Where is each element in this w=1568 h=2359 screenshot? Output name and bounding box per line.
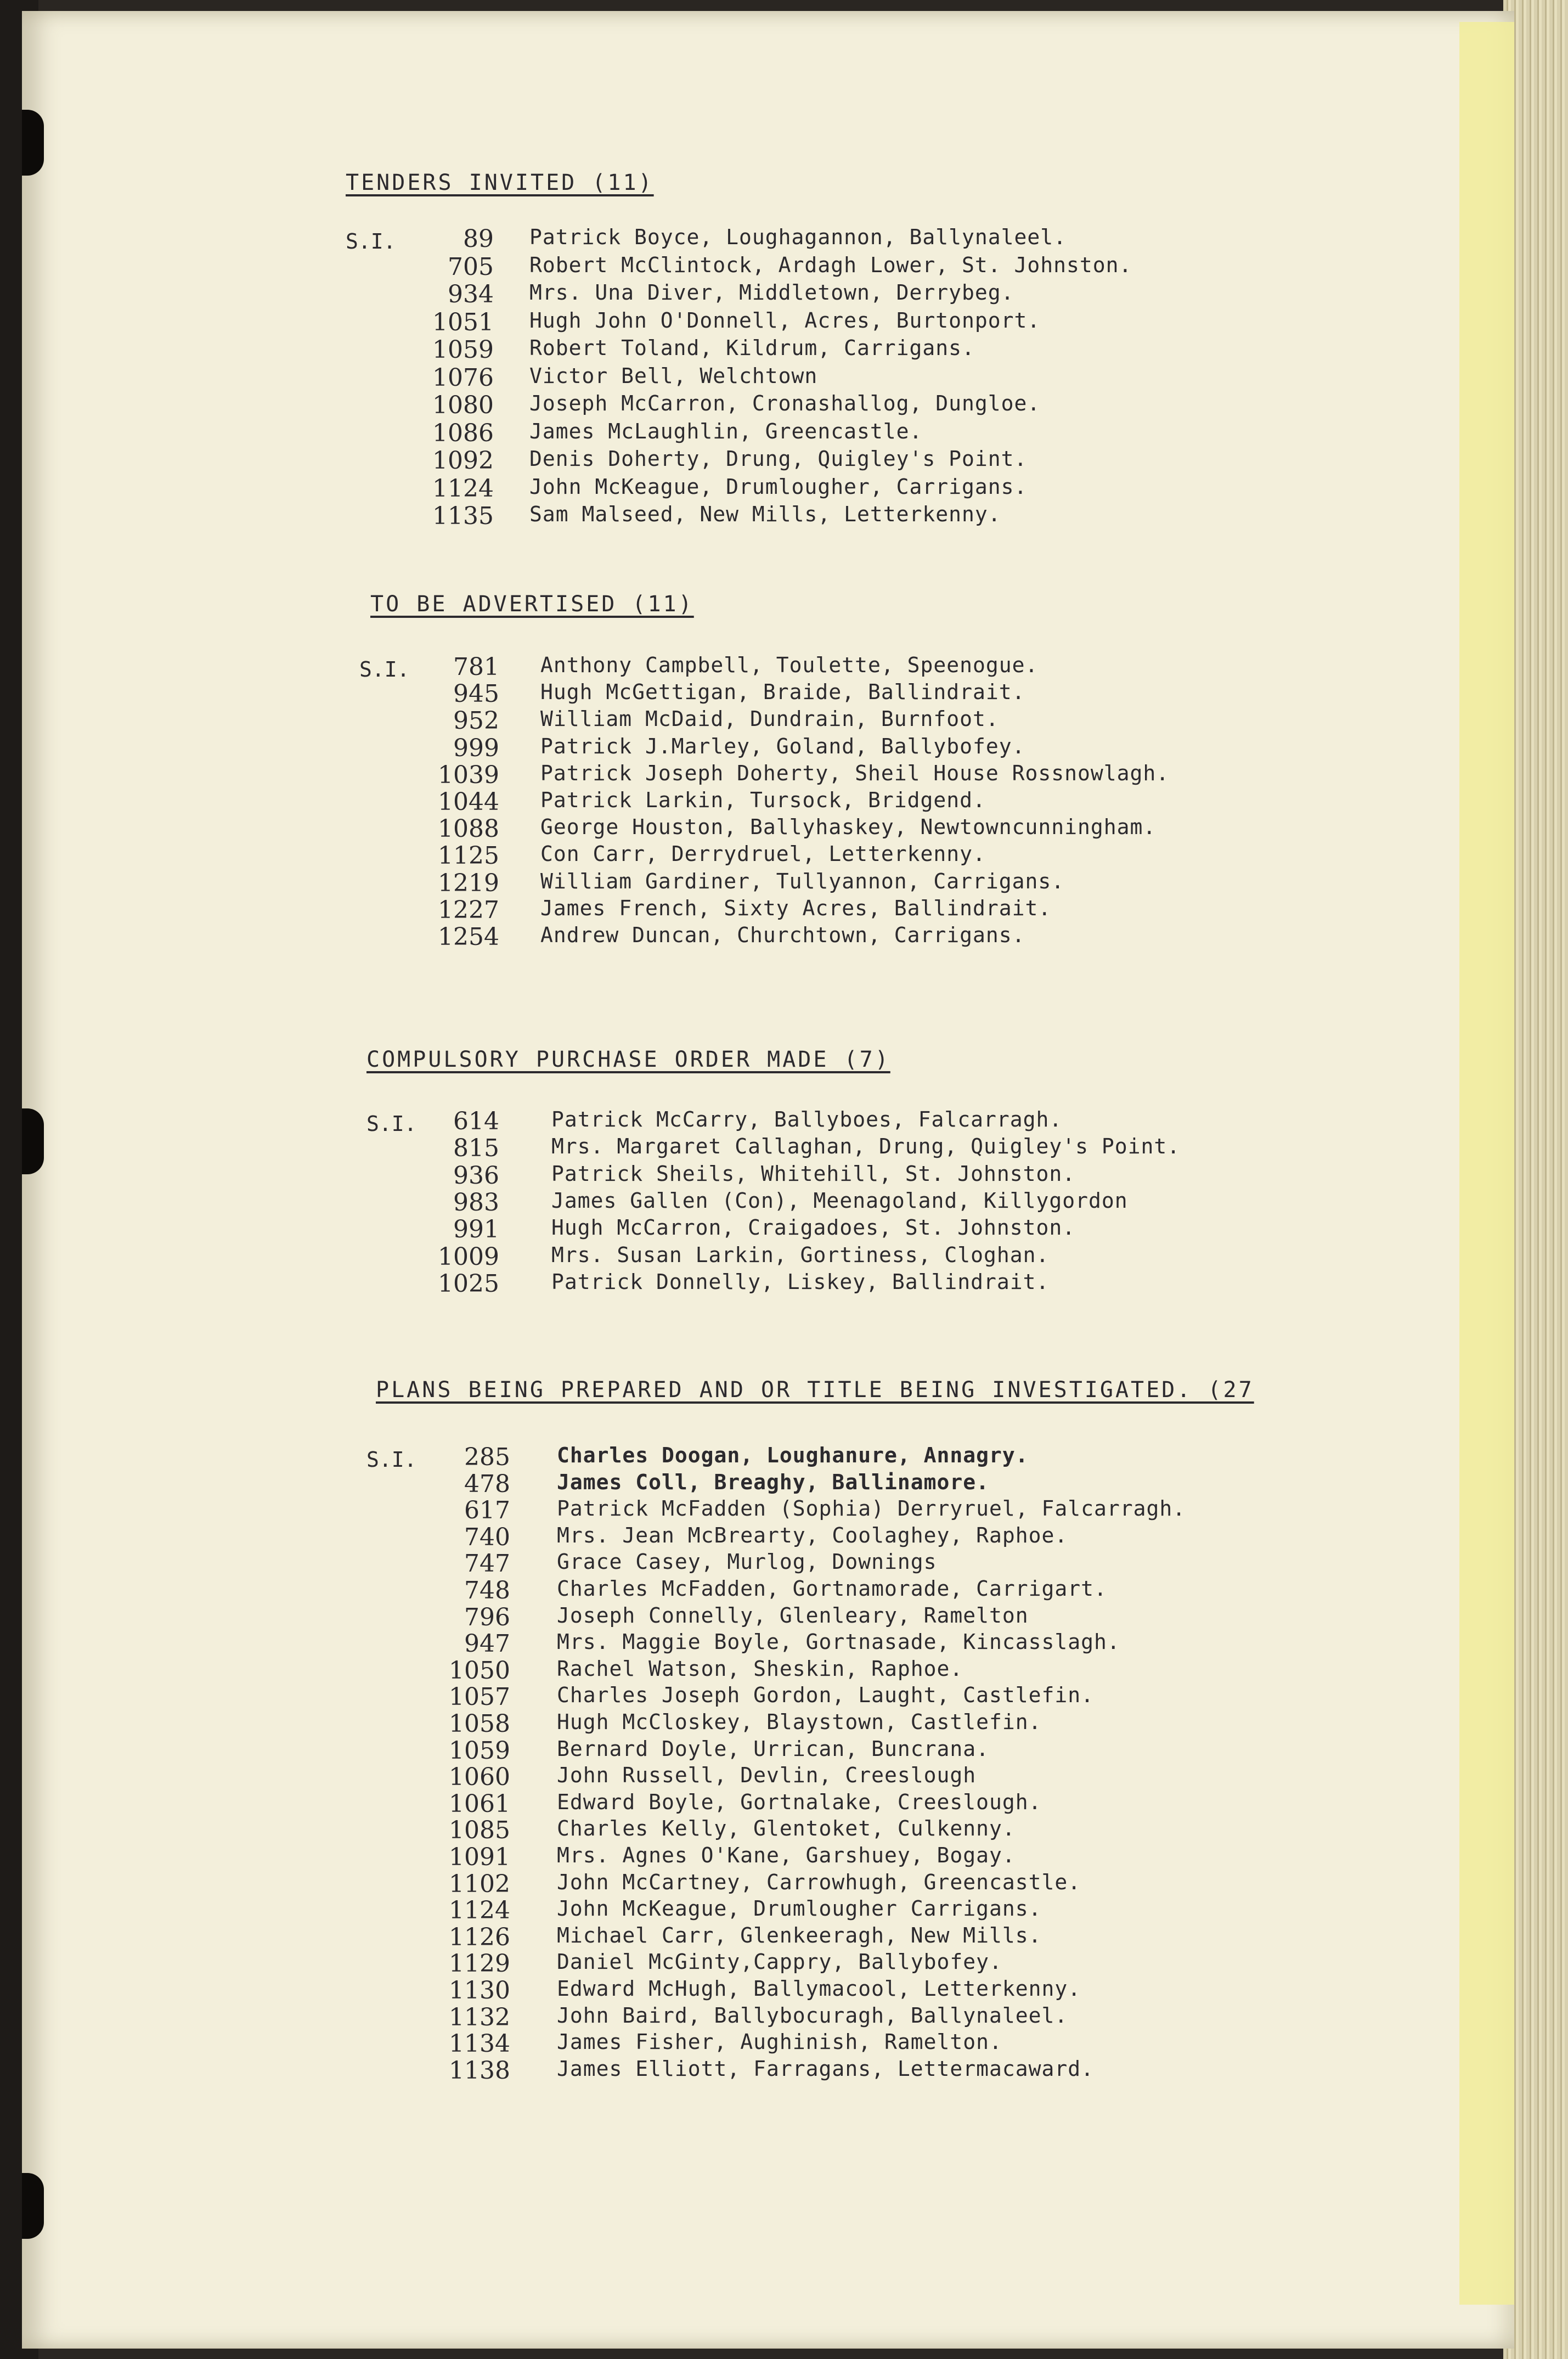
entry-text: Hugh McGettigan, Braide, Ballindrait.	[540, 680, 1025, 705]
entry-text: James French, Sixty Acres, Ballindrait.	[540, 896, 1052, 920]
si-number: 1124	[449, 1896, 510, 1925]
list-item	[0, 336, 1568, 363]
entry-text: Andrew Duncan, Churchtown, Carrigans.	[540, 923, 1025, 947]
entry-text: George Houston, Ballyhaskey, Newtowncunningham.	[540, 815, 1157, 840]
entry-text: Hugh John O'Donnell, Acres, Burtonport.	[529, 308, 1041, 333]
entry-text: Charles Kelly, Glentoket, Culkenny.	[557, 1816, 1016, 1841]
si-number: 1076	[432, 363, 494, 392]
list-item	[0, 391, 1568, 419]
entry-text: Edward Boyle, Gortnalake, Creeslough.	[557, 1789, 1042, 1814]
si-number: 1059	[449, 1736, 510, 1765]
entry-text: Charles McFadden, Gortnamorade, Carrigart.	[557, 1577, 1107, 1601]
entry-text: Patrick Boyce, Loughagannon, Ballynaleel.	[529, 225, 1067, 249]
list-item	[0, 2030, 1568, 2057]
si-prefix: S.I.	[346, 229, 396, 254]
list-item	[0, 502, 1568, 530]
entry-text: Joseph Connelly, Glenleary, Ramelton	[557, 1603, 1029, 1628]
si-number: 1219	[438, 869, 499, 897]
list-item	[0, 923, 1568, 950]
entry-text: Robert McClintock, Ardagh Lower, St. Johnston.	[529, 252, 1132, 277]
list-item	[0, 1630, 1568, 1657]
si-number: 1091	[449, 1843, 510, 1871]
si-number: 1227	[438, 896, 499, 924]
list-item	[0, 475, 1568, 502]
entry-text: Daniel McGinty,Cappry, Ballybofey.	[557, 1950, 1002, 1974]
si-number: 1132	[449, 2003, 510, 2031]
list-item	[0, 761, 1568, 789]
si-number: 781	[453, 653, 499, 681]
list-item	[0, 447, 1568, 474]
si-prefix: S.I.	[359, 657, 410, 682]
si-number: 815	[453, 1134, 499, 1163]
list-item	[0, 707, 1568, 734]
list-item	[0, 1843, 1568, 1871]
list-item	[0, 1870, 1568, 1898]
list-item	[0, 1816, 1568, 1844]
si-number: 945	[453, 680, 499, 708]
entry-text: Patrick Joseph Doherty, Sheil House Rossnowlagh.	[540, 761, 1170, 785]
si-number: 1129	[449, 1950, 510, 1978]
entry-text: Mrs. Una Diver, Middletown, Derrybeg.	[529, 280, 1014, 305]
list-item	[0, 869, 1568, 897]
si-number: 1254	[438, 923, 499, 951]
si-number: 740	[464, 1523, 510, 1551]
si-number: 748	[464, 1577, 510, 1604]
si-number: 1092	[432, 447, 494, 475]
si-number: 1102	[449, 1870, 510, 1898]
entry-text: Victor Bell, Welchtown	[529, 363, 818, 388]
entry-text: Grace Casey, Murlog, Downings	[557, 1550, 937, 1574]
entry-text: Mrs. Jean McBrearty, Coolaghey, Raphoe.	[557, 1523, 1068, 1547]
si-number: 991	[453, 1215, 499, 1244]
si-number: 705	[448, 252, 494, 281]
si-number: 1124	[432, 474, 494, 503]
si-number: 1080	[432, 391, 494, 419]
list-item	[0, 788, 1568, 815]
si-number: 1059	[432, 336, 494, 364]
si-number: 934	[448, 280, 494, 308]
list-item	[0, 1162, 1568, 1189]
entry-text: James Coll, Breaghy, Ballinamore.	[557, 1470, 989, 1494]
si-number: 1058	[449, 1710, 510, 1738]
entry-text: James Elliott, Farragans, Lettermacaward.	[557, 2056, 1094, 2081]
list-item	[0, 1107, 1568, 1135]
list-item	[0, 815, 1568, 842]
list-item	[0, 419, 1568, 447]
si-prefix: S.I.	[366, 1448, 417, 1472]
list-item	[0, 680, 1568, 707]
si-number: 1057	[449, 1683, 510, 1711]
si-prefix: S.I.	[366, 1112, 417, 1136]
list-item	[0, 2057, 1568, 2084]
list-item	[0, 280, 1568, 308]
entry-text: Patrick Donnelly, Liskey, Ballindrait.	[551, 1269, 1050, 1294]
list-item	[0, 1243, 1568, 1270]
section-heading: COMPULSORY PURCHASE ORDER MADE (7)	[366, 1047, 890, 1072]
si-number: 1039	[438, 761, 499, 789]
entry-text: Patrick Larkin, Tursock, Bridgend.	[540, 788, 986, 812]
list-item	[0, 1270, 1568, 1297]
list-item	[0, 1134, 1568, 1162]
list-item	[0, 1763, 1568, 1791]
si-number: 936	[453, 1161, 499, 1190]
list-item	[0, 2003, 1568, 2031]
list-item	[0, 1603, 1568, 1631]
entry-text: Rachel Watson, Sheskin, Raphoe.	[557, 1656, 963, 1681]
entry-text: Bernard Doyle, Urrican, Buncrana.	[557, 1736, 989, 1761]
list-item	[0, 1896, 1568, 1924]
si-number: 1025	[438, 1269, 499, 1298]
entry-text: Charles Joseph Gordon, Laught, Castlefin.	[557, 1683, 1094, 1708]
list-item	[0, 1189, 1568, 1216]
si-number: 999	[453, 734, 499, 762]
entry-text: Mrs. Susan Larkin, Gortiness, Cloghan.	[551, 1242, 1050, 1267]
section-heading: TENDERS INVITED (11)	[346, 170, 654, 195]
si-number: 1130	[449, 1977, 510, 2005]
entry-text: Edward McHugh, Ballymacool, Letterkenny.	[557, 1977, 1081, 2001]
list-item	[0, 1710, 1568, 1737]
list-item	[0, 1977, 1568, 2004]
entry-text: Robert Toland, Kildrum, Carrigans.	[529, 336, 975, 360]
list-item	[0, 1790, 1568, 1817]
list-item	[0, 1657, 1568, 1684]
entry-text: Mrs. Maggie Boyle, Gortnasade, Kincasslagh.	[557, 1630, 1120, 1654]
entry-text: William McDaid, Dundrain, Burnfoot.	[540, 707, 999, 731]
si-number: 1086	[432, 419, 494, 447]
si-number: 796	[464, 1603, 510, 1631]
si-number: 952	[453, 707, 499, 735]
si-number: 285	[464, 1443, 510, 1471]
list-item	[0, 1550, 1568, 1577]
entry-text: James Gallen (Con), Meenagoland, Killygordon	[551, 1188, 1128, 1213]
list-item	[0, 1443, 1568, 1471]
si-number: 478	[464, 1470, 510, 1498]
entry-text: Patrick McFadden (Sophia) Derryruel, Falcarragh.	[557, 1496, 1186, 1521]
list-item	[0, 1523, 1568, 1551]
entry-text: Denis Doherty, Drung, Quigley's Point.	[529, 447, 1028, 471]
list-item	[0, 1950, 1568, 1977]
si-number: 1135	[432, 502, 494, 530]
entry-text: John McKeague, Drumlougher Carrigans.	[557, 1896, 1042, 1921]
entry-text: James McLaughlin, Greencastle.	[529, 419, 923, 443]
list-item	[0, 225, 1568, 252]
list-item	[0, 1470, 1568, 1497]
si-number: 89	[463, 225, 494, 253]
si-number: 1051	[432, 308, 494, 336]
entry-text: John McCartney, Carrowhugh, Greencastle.	[557, 1870, 1081, 1894]
list-item	[0, 1683, 1568, 1710]
si-number: 1061	[449, 1789, 510, 1818]
entry-text: James Fisher, Aughinish, Ramelton.	[557, 2030, 1002, 2054]
list-item	[0, 253, 1568, 280]
entry-text: Hugh McCloskey, Blaystown, Castlefin.	[557, 1710, 1042, 1734]
list-item	[0, 896, 1568, 924]
entry-text: William Gardiner, Tullyannon, Carrigans.	[540, 869, 1065, 893]
si-number: 1088	[438, 815, 499, 843]
list-item	[0, 308, 1568, 336]
entry-text: John Baird, Ballybocuragh, Ballynaleel.	[557, 2003, 1068, 2028]
entry-text: Patrick J.Marley, Goland, Ballybofey.	[540, 734, 1025, 758]
si-number: 617	[464, 1496, 510, 1525]
entry-text: Patrick McCarry, Ballyboes, Falcarragh.	[551, 1107, 1063, 1131]
si-number: 1050	[449, 1656, 510, 1685]
section-heading: PLANS BEING PREPARED AND OR TITLE BEING INVESTIGATED. (27	[376, 1377, 1254, 1403]
entry-text: Sam Malseed, New Mills, Letterkenny.	[529, 502, 1001, 526]
entry-text: Mrs. Margaret Callaghan, Drung, Quigley's Point.	[551, 1134, 1181, 1159]
si-number: 747	[464, 1550, 510, 1578]
list-item	[0, 364, 1568, 391]
entry-text: Con Carr, Derrydruel, Letterkenny.	[540, 842, 986, 866]
entry-text: Patrick Sheils, Whitehill, St. Johnston.	[551, 1161, 1076, 1186]
si-number: 1134	[449, 2030, 510, 2058]
si-number: 614	[453, 1107, 499, 1135]
entry-text: John McKeague, Drumlougher, Carrigans.	[529, 474, 1028, 499]
si-number: 1138	[449, 2056, 510, 2085]
entry-text: Joseph McCarron, Cronashallog, Dungloe.	[529, 391, 1041, 415]
entry-text: Anthony Campbell, Toulette, Speenogue.	[540, 653, 1039, 677]
si-number: 1085	[449, 1816, 510, 1845]
list-item	[0, 1577, 1568, 1604]
entry-text: Michael Carr, Glenkeeragh, New Mills.	[557, 1923, 1042, 1947]
section-heading: TO BE ADVERTISED (11)	[370, 592, 694, 617]
si-number: 1044	[438, 788, 499, 816]
entry-text: Hugh McCarron, Craigadoes, St. Johnston.	[551, 1215, 1076, 1240]
list-item	[0, 734, 1568, 762]
entry-text: Mrs. Agnes O'Kane, Garshuey, Bogay.	[557, 1843, 1016, 1867]
si-number: 947	[464, 1630, 510, 1658]
list-item	[0, 1737, 1568, 1764]
si-number: 1060	[449, 1763, 510, 1792]
si-number: 1126	[449, 1923, 510, 1951]
list-item	[0, 1923, 1568, 1951]
list-item	[0, 1215, 1568, 1243]
si-number: 983	[453, 1188, 499, 1217]
list-item	[0, 1496, 1568, 1524]
list-item	[0, 653, 1568, 680]
entry-text: Charles Doogan, Loughanure, Annagry.	[557, 1443, 1029, 1467]
si-number: 1009	[438, 1242, 499, 1271]
si-number: 1125	[438, 842, 499, 870]
entry-text: John Russell, Devlin, Creeslough	[557, 1763, 977, 1788]
list-item	[0, 842, 1568, 869]
